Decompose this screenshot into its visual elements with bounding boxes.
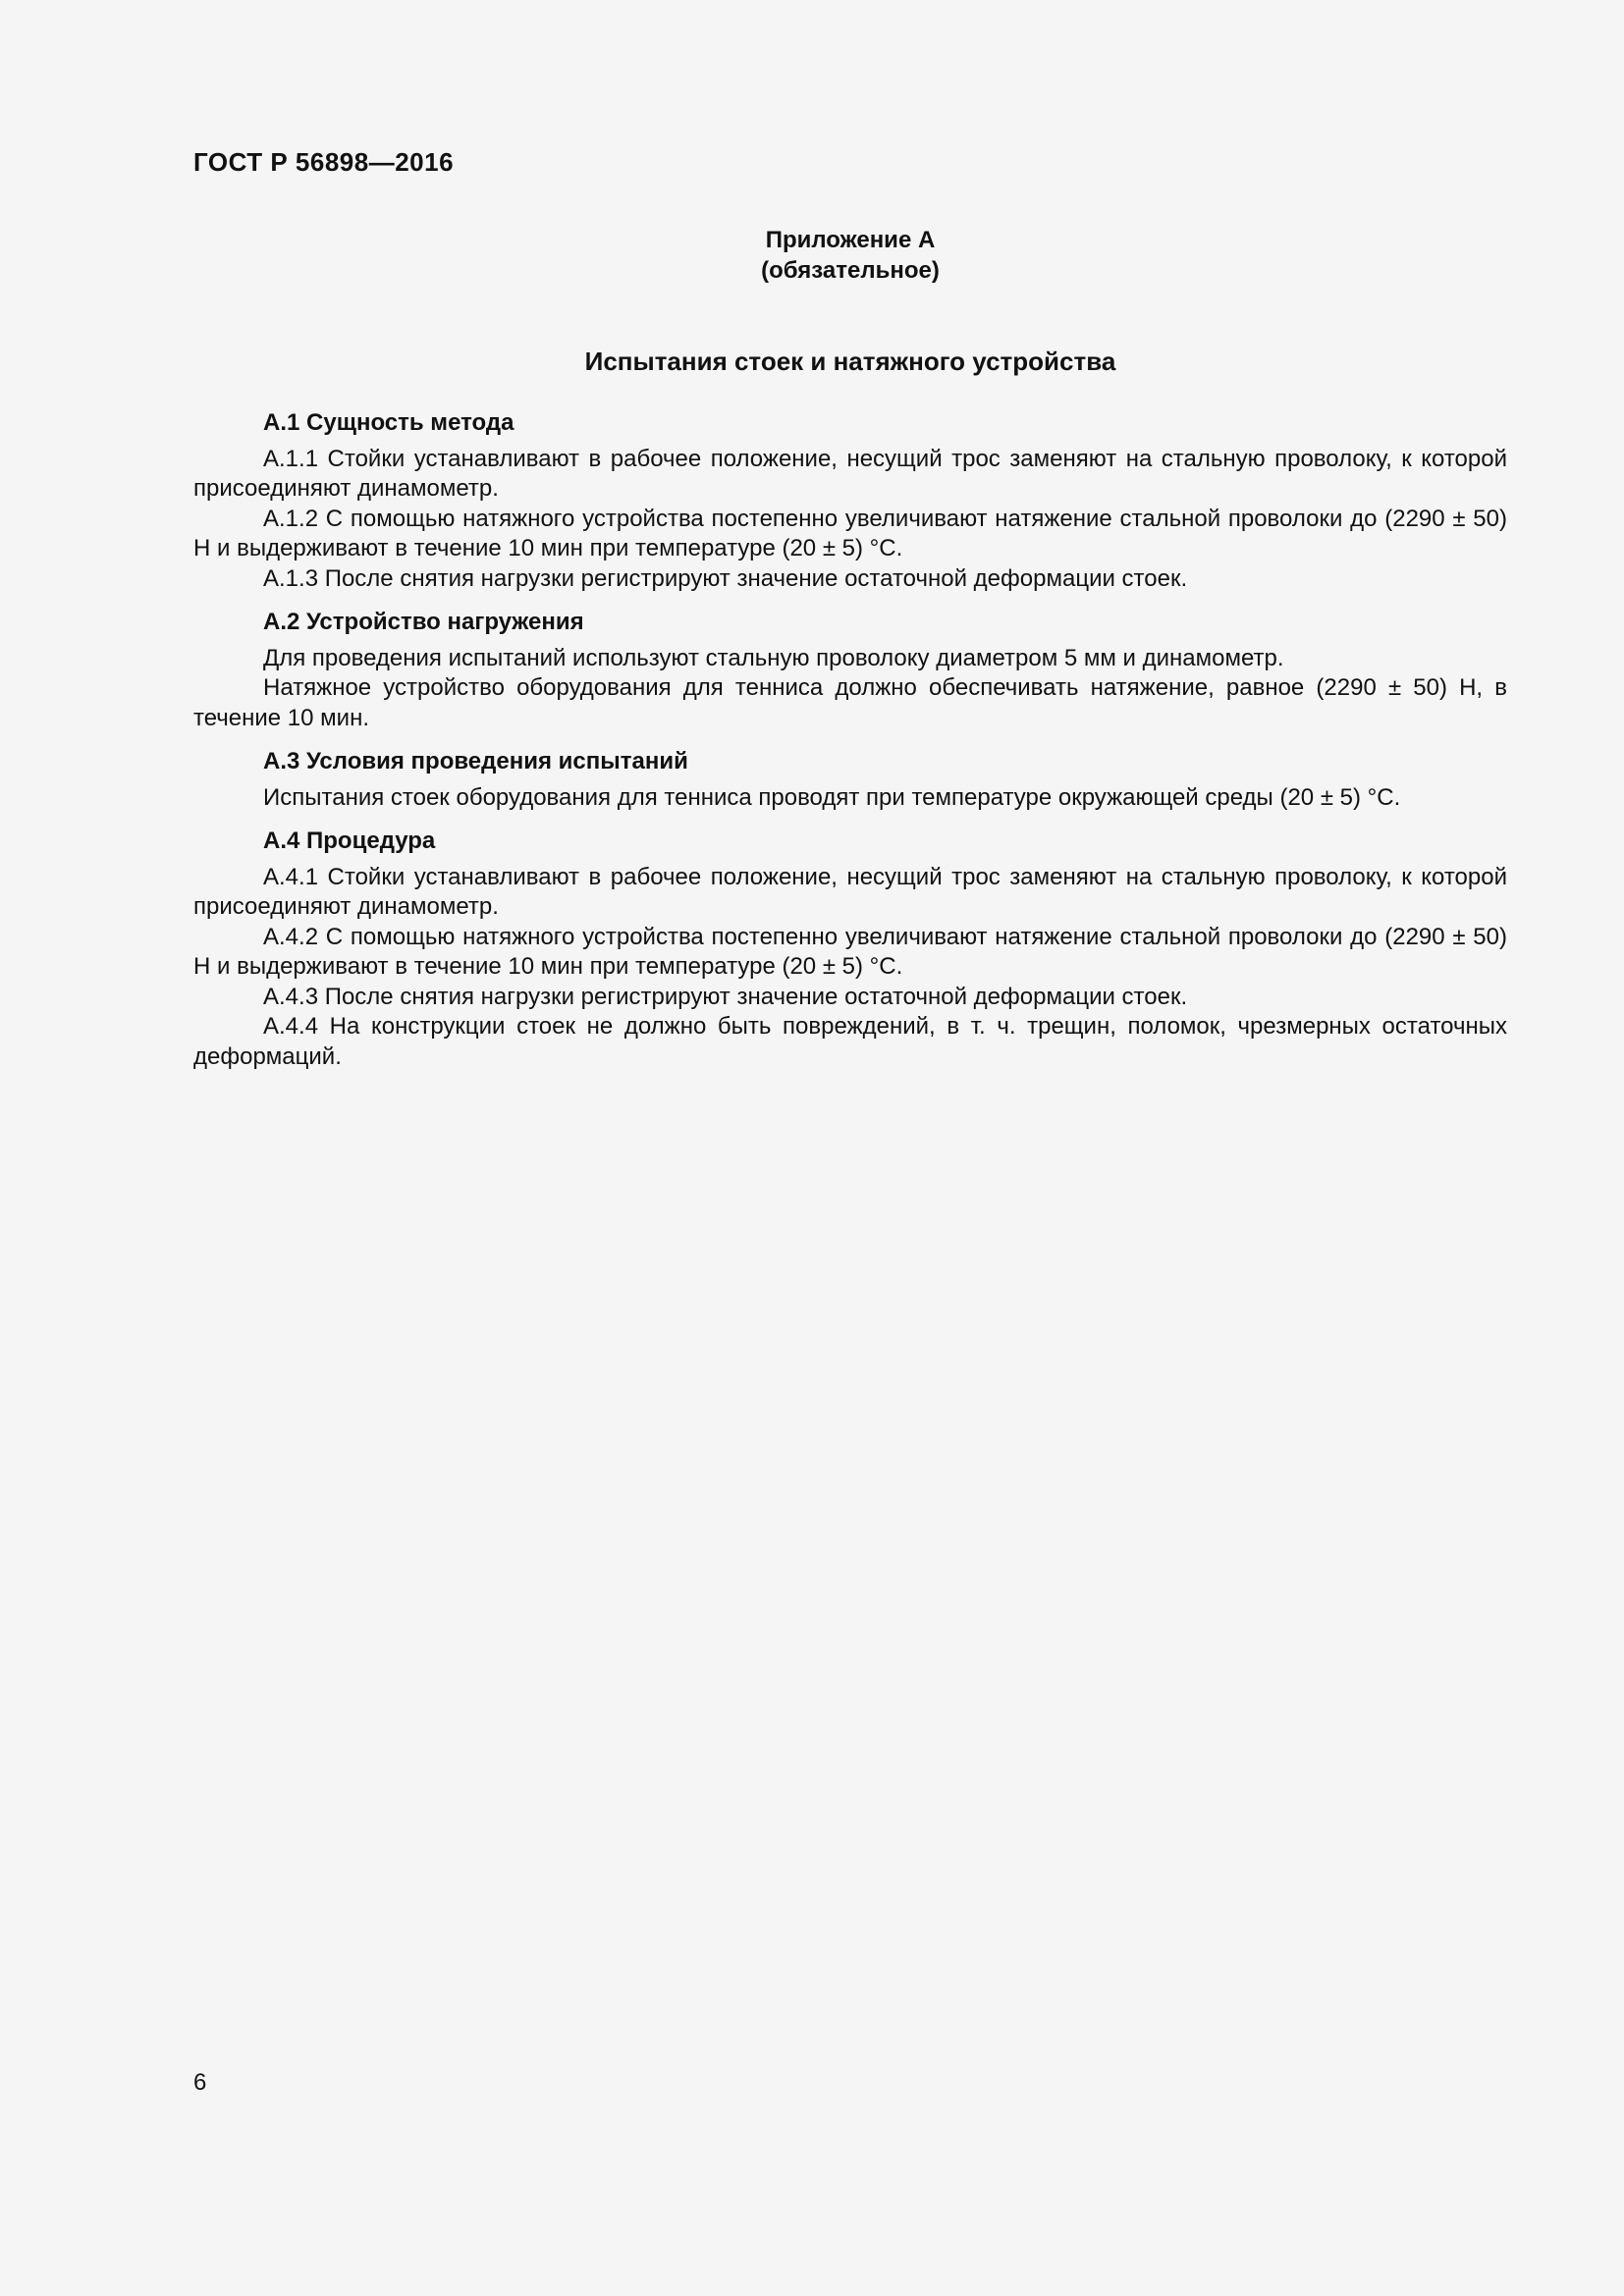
section-heading: А.2 Устройство нагружения: [263, 609, 584, 635]
page-number: 6: [193, 2069, 207, 2096]
section-heading: А.4 Процедура: [263, 828, 436, 854]
section-heading: А.3 Условия проведения испытаний: [263, 748, 688, 774]
paragraph: А.4.1 Стойки устанавливают в рабочее положение, несущий трос заменяют на стальную проволоку, к которой присоединяют динамометр.: [193, 863, 1507, 920]
section-a1: [193, 408, 1507, 594]
section-heading: А.1 Сущность метода: [263, 409, 514, 436]
section-a3: [193, 747, 1507, 813]
paragraph: А.4.4 На конструкции стоек не должно быть повреждений, в т. ч. трещин, поломок, чрезмерных остаточных деформаций.: [193, 1013, 1507, 1070]
section-a4: [193, 827, 1507, 1072]
appendix-status: (обязательное): [761, 257, 940, 284]
document-page: [193, 0, 1507, 2296]
paragraph: А.1.2 С помощью натяжного устройства постепенно увеличивают натяжение стальной проволоки до (2290 ± 50) Н и выдерживают в течение 10 мин при температуре (20 ± 5) °С.: [193, 505, 1507, 561]
section-a2: [193, 608, 1507, 733]
document-content: [193, 408, 1507, 1086]
paragraph: А.1.3 После снятия нагрузки регистрируют значение остаточной деформации стоек.: [263, 564, 1188, 592]
paragraph: Для проведения испытаний используют стальную проволоку диаметром 5 мм и динамометр.: [263, 644, 1284, 671]
main-title: Испытания стоек и натяжного устройства: [584, 347, 1116, 376]
document-code: ГОСТ Р 56898—2016: [193, 147, 455, 177]
paragraph: А.1.1 Стойки устанавливают в рабочее положение, несущий трос заменяют на стальную проволоку, к которой присоединяют динамометр.: [193, 445, 1507, 502]
paragraph: Натяжное устройство оборудования для тенниса должно обеспечивать натяжение, равное (2290 ± 50) Н, в течение 10 мин.: [193, 674, 1507, 731]
appendix-title: Приложение А: [765, 227, 936, 253]
paragraph: А.4.2 С помощью натяжного устройства постепенно увеличивают натяжение стальной проволоки до (2290 ± 50) Н и выдерживают в течение 10 мин при температуре (20 ± 5) °С.: [193, 923, 1507, 980]
paragraph: А.4.3 После снятия нагрузки регистрируют значение остаточной деформации стоек.: [263, 983, 1188, 1010]
paragraph: Испытания стоек оборудования для тенниса проводят при температуре окружающей среды (20 ± 5) °С.: [263, 783, 1401, 811]
appendix-header: [193, 225, 1507, 286]
